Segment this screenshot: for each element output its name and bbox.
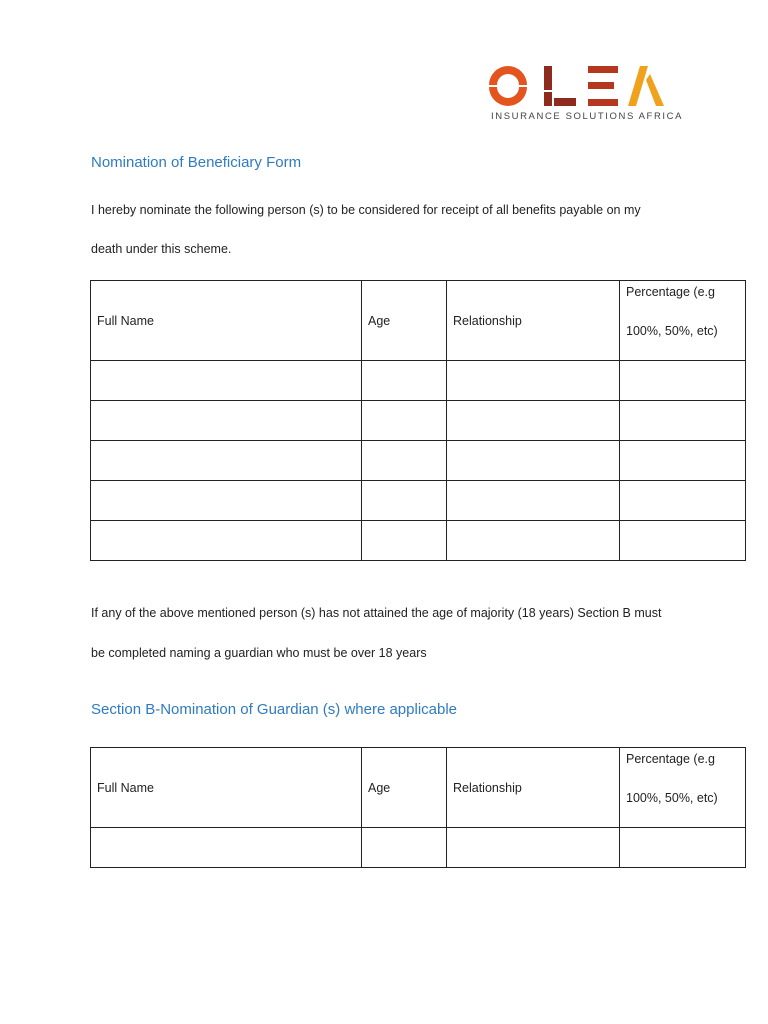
header-percentage-line-1: Percentage (e.g <box>626 752 715 766</box>
age-cell[interactable] <box>362 361 447 401</box>
full-name-cell[interactable] <box>91 361 362 401</box>
full-name-cell[interactable] <box>91 828 362 868</box>
section-b-title: Section B-Nomination of Guardian (s) where applicable <box>91 701 458 718</box>
header-full-name: Full Name <box>91 281 362 361</box>
percentage-cell[interactable] <box>620 361 746 401</box>
guardian-row <box>91 828 746 868</box>
logo-tagline: INSURANCE SOLUTIONS AFRICA <box>491 111 684 122</box>
majority-note-line-2: be completed naming a guardian who must be over 18 years <box>91 646 427 660</box>
intro-line-1: I hereby nominate the following person (s) to be considered for receipt of all benefits payable on my <box>91 203 641 217</box>
age-cell[interactable] <box>362 521 447 561</box>
percentage-cell[interactable] <box>620 521 746 561</box>
guardian-header-row <box>91 748 746 828</box>
beneficiary-row <box>91 481 746 521</box>
percentage-cell[interactable] <box>620 828 746 868</box>
beneficiary-table <box>90 280 746 561</box>
full-name-cell[interactable] <box>91 401 362 441</box>
header-percentage-line-1: Percentage (e.g <box>626 285 715 299</box>
header-percentage <box>620 281 746 361</box>
header-percentage-line-2: 100%, 50%, etc) <box>626 791 718 805</box>
majority-note-line-1: If any of the above mentioned person (s) has not attained the age of majority (18 years) Section B must <box>91 606 662 620</box>
header-relationship: Relationship <box>447 748 620 828</box>
age-cell[interactable] <box>362 481 447 521</box>
age-cell[interactable] <box>362 828 447 868</box>
beneficiary-row <box>91 361 746 401</box>
full-name-cell[interactable] <box>91 521 362 561</box>
header-percentage <box>620 748 746 828</box>
beneficiary-row <box>91 401 746 441</box>
beneficiary-row <box>91 441 746 481</box>
form-title: Nomination of Beneficiary Form <box>91 154 302 171</box>
age-cell[interactable] <box>362 401 447 441</box>
full-name-cell[interactable] <box>91 481 362 521</box>
relationship-cell[interactable] <box>447 481 620 521</box>
intro-line-2: death under this scheme. <box>91 242 232 256</box>
relationship-cell[interactable] <box>447 401 620 441</box>
relationship-cell[interactable] <box>447 521 620 561</box>
percentage-cell[interactable] <box>620 401 746 441</box>
relationship-cell[interactable] <box>447 828 620 868</box>
relationship-cell[interactable] <box>447 361 620 401</box>
header-age: Age <box>362 281 447 361</box>
header-relationship: Relationship <box>447 281 620 361</box>
logo-letter-o <box>508 66 527 85</box>
full-name-cell[interactable] <box>91 441 362 481</box>
header-percentage-line-2: 100%, 50%, etc) <box>626 324 718 338</box>
logo-letter-a <box>628 66 648 106</box>
logo-letter-l <box>544 66 552 90</box>
logo-letter-e <box>588 66 618 73</box>
header-age: Age <box>362 748 447 828</box>
guardian-table <box>90 747 746 868</box>
age-cell[interactable] <box>362 441 447 481</box>
header-full-name: Full Name <box>91 748 362 828</box>
beneficiary-header-row <box>91 281 746 361</box>
percentage-cell[interactable] <box>620 441 746 481</box>
beneficiary-row <box>91 521 746 561</box>
percentage-cell[interactable] <box>620 481 746 521</box>
relationship-cell[interactable] <box>447 441 620 481</box>
